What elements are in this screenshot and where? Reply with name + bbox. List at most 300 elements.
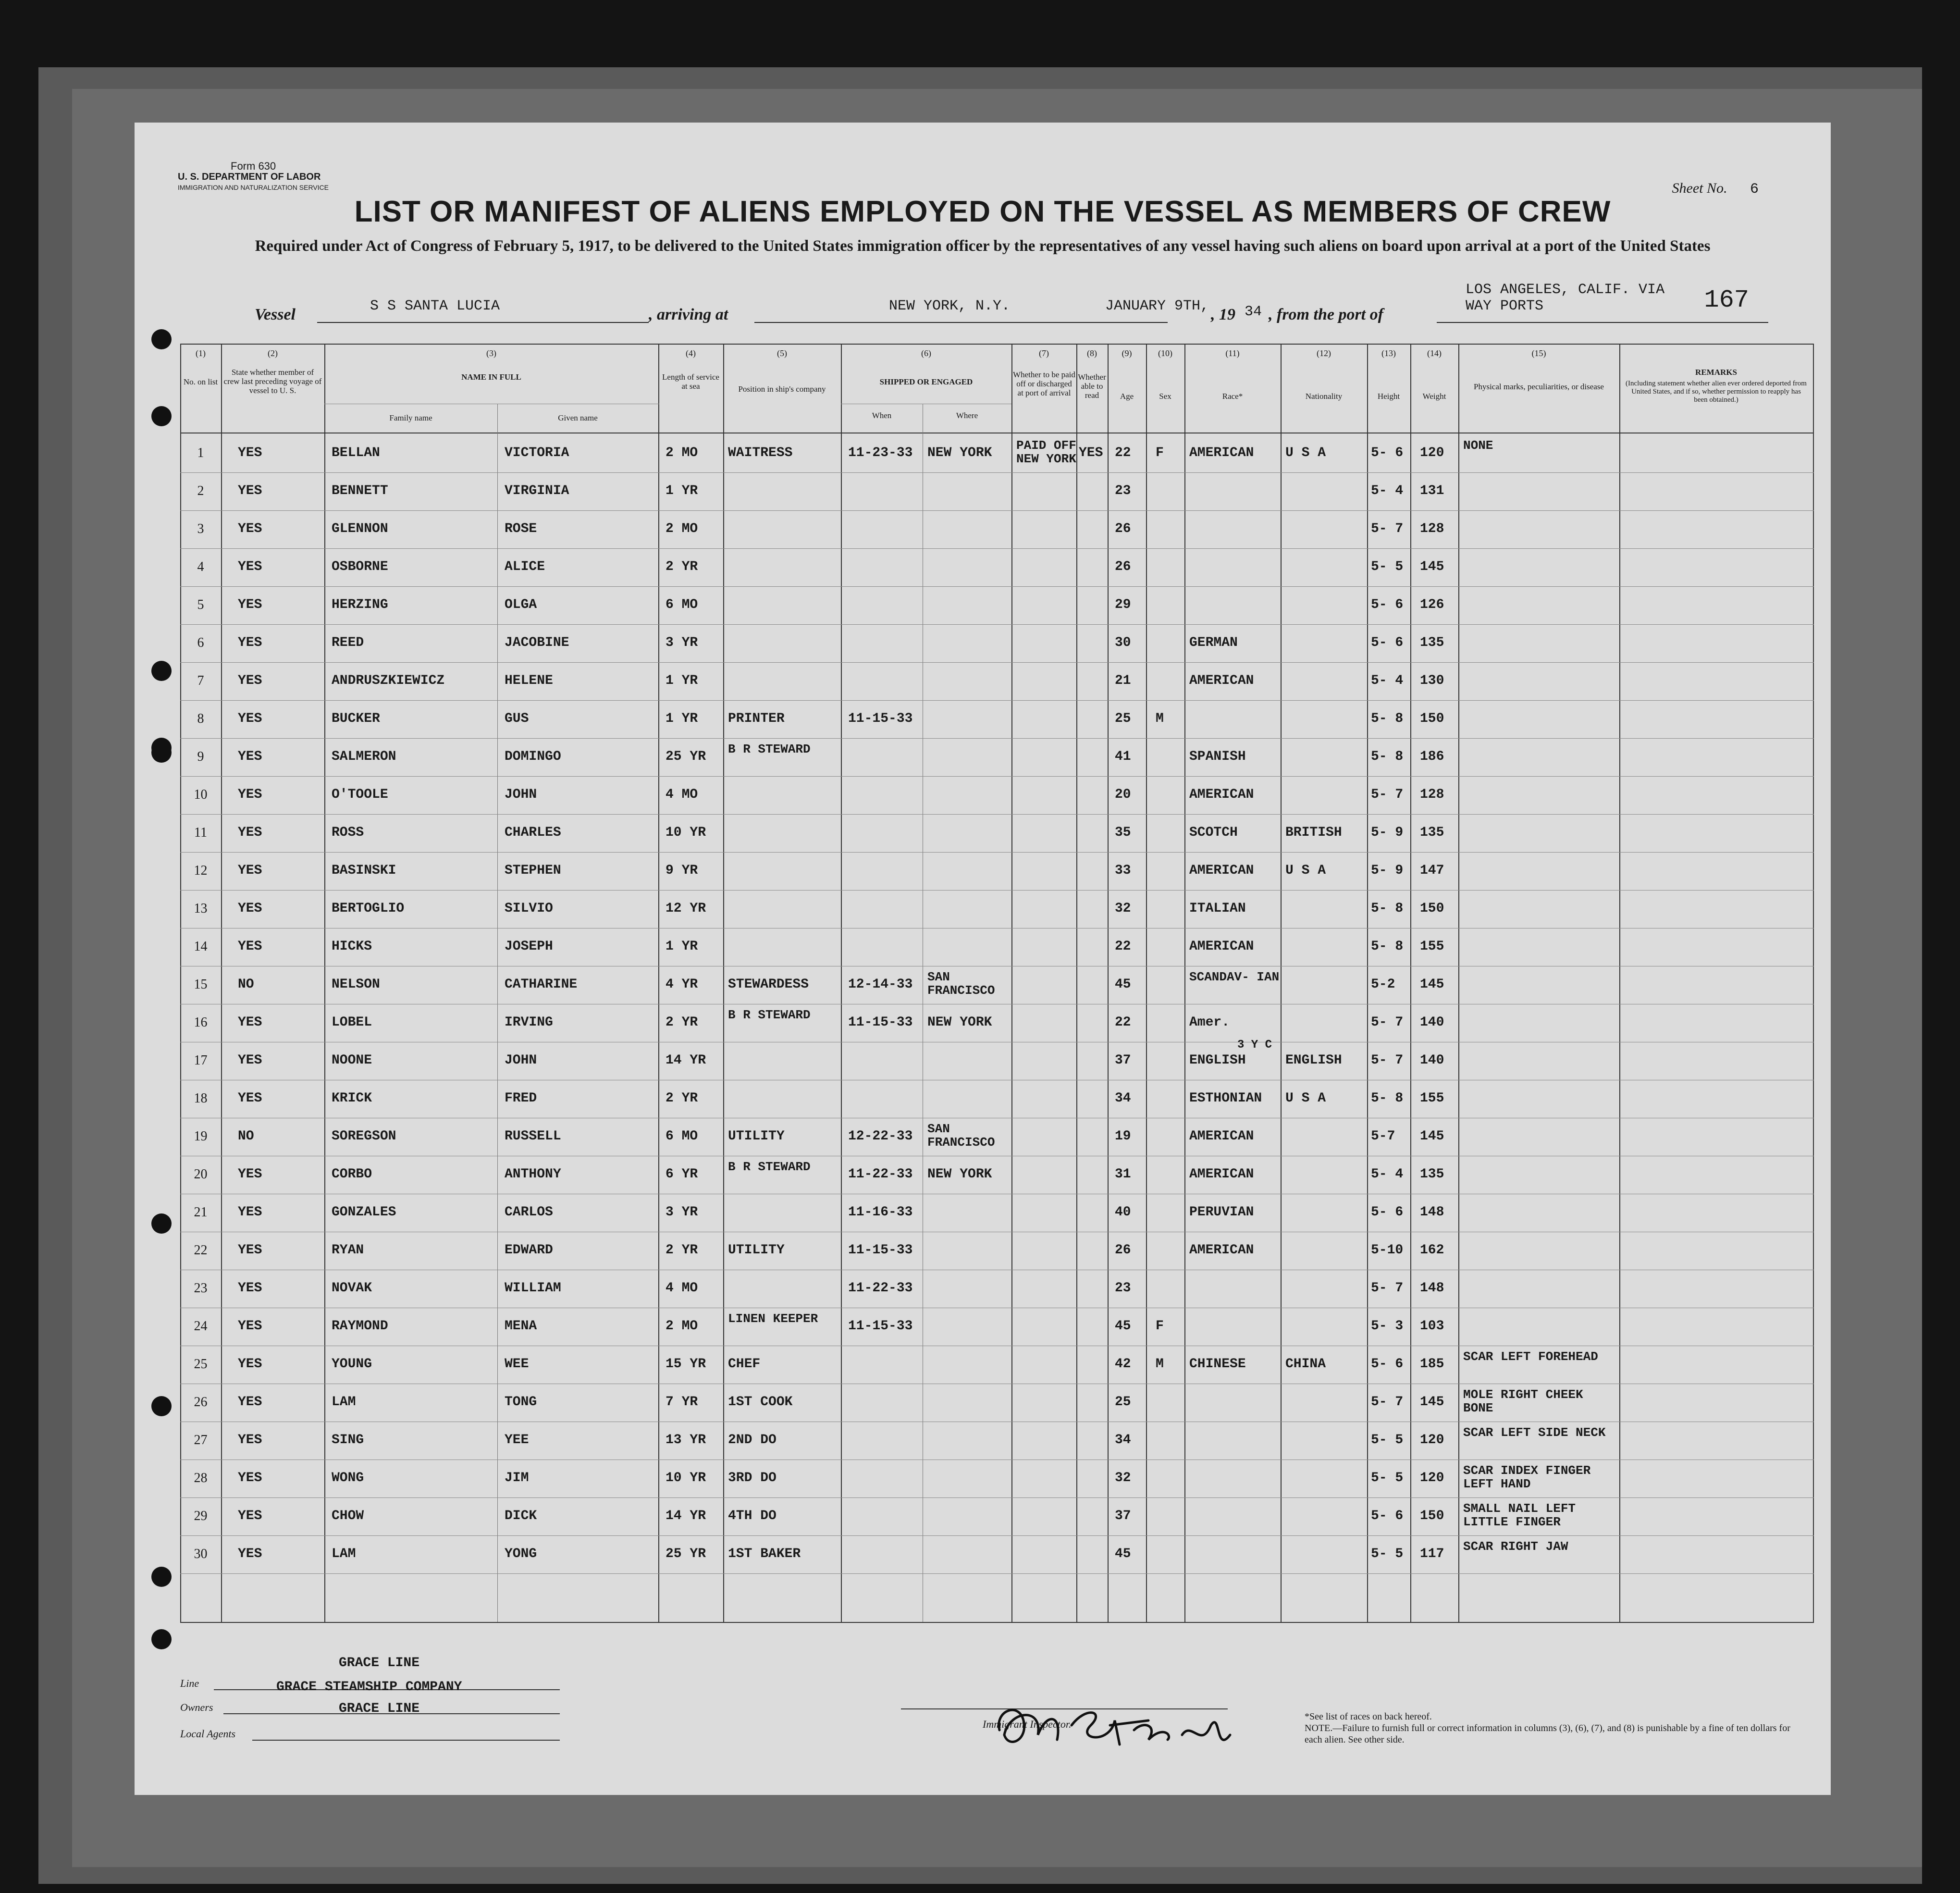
cell-height: 5- 8 — [1371, 711, 1404, 726]
cell-height: 5- 6 — [1371, 597, 1404, 612]
vessel-rule — [317, 322, 649, 323]
cell-age: 32 — [1115, 1471, 1131, 1485]
cell-height: 5- 7 — [1371, 521, 1404, 536]
cell-family: HERZING — [332, 597, 388, 612]
cell-race: AMERICAN — [1189, 787, 1254, 802]
cell-age: 25 — [1115, 1395, 1131, 1410]
cell-given: VIRGINIA — [505, 483, 569, 498]
cell-prev: YES — [238, 1053, 262, 1068]
table-row — [180, 891, 1814, 928]
cell-prev: YES — [238, 787, 262, 802]
line-value: GRACE LINE — [339, 1656, 420, 1670]
col-head-6-where: Where — [956, 411, 978, 420]
cell-position: PRINTER — [728, 711, 785, 726]
punch-hole — [151, 1567, 172, 1587]
cell-no: 14 — [194, 939, 208, 954]
col-head-5: Position in ship's company — [738, 384, 826, 394]
cell-weight: 145 — [1420, 1129, 1444, 1144]
col-head-11: Race* — [1222, 392, 1243, 401]
cell-age: 30 — [1115, 635, 1131, 650]
arriving-port: NEW YORK, N.Y. — [889, 298, 1011, 314]
cell-no: 23 — [194, 1281, 208, 1296]
cell-nationality: CHINA — [1285, 1357, 1326, 1372]
cell-height: 5-10 — [1371, 1243, 1404, 1258]
cell-height: 5- 8 — [1371, 749, 1404, 764]
cell-weight: 128 — [1420, 787, 1444, 802]
table-row — [180, 815, 1814, 853]
cell-height: 5- 6 — [1371, 445, 1404, 460]
cell-prev: YES — [238, 825, 262, 840]
col-num-14: (14) — [1427, 348, 1442, 358]
cell-height: 5- 7 — [1371, 1395, 1404, 1410]
cell-no: 17 — [194, 1053, 208, 1068]
cell-no: 19 — [194, 1129, 208, 1144]
cell-given: STEPHEN — [505, 863, 561, 878]
cell-position: B R STEWARD — [728, 742, 811, 756]
cell-no: 1 — [197, 445, 204, 460]
cell-race: AMERICAN — [1189, 1129, 1254, 1144]
cell-no: 22 — [194, 1243, 208, 1258]
from-rule — [1437, 322, 1768, 323]
cell-family: ROSS — [332, 825, 364, 840]
cell-age: 20 — [1115, 787, 1131, 802]
table-row — [180, 1308, 1814, 1346]
cell-position: UTILITY — [728, 1129, 785, 1144]
cell-marks: SMALL NAIL LEFT LITTLE FINGER — [1463, 1501, 1576, 1529]
page-title: LIST OR MANIFEST OF ALIENS EMPLOYED ON THE VESSEL AS MEMBERS OF CREW — [354, 195, 1611, 228]
cell-service: 3 YR — [666, 635, 698, 650]
cell-service: 6 MO — [666, 1129, 698, 1144]
table-row — [180, 511, 1814, 549]
cell-race: AMERICAN — [1189, 445, 1254, 460]
cell-family: WONG — [332, 1471, 364, 1485]
cell-age: 31 — [1115, 1167, 1131, 1182]
cell-given: IRVING — [505, 1015, 553, 1030]
cell-height: 5- 5 — [1371, 559, 1404, 574]
arriving-rule — [754, 322, 1168, 323]
cell-position: 2ND DO — [728, 1433, 777, 1448]
cell-service: 4 MO — [666, 787, 698, 802]
cell-prev: YES — [238, 521, 262, 536]
col-head-14: Weight — [1422, 392, 1446, 401]
cell-service: 14 YR — [666, 1509, 706, 1523]
cell-age: 26 — [1115, 559, 1131, 574]
cell-no: 25 — [194, 1357, 208, 1372]
cell-weight: 135 — [1420, 635, 1444, 650]
cell-position: WAITRESS — [728, 445, 793, 460]
penalty-note: NOTE.—Failure to furnish full or correct information in columns (3), (6), (7), and (8) is punishable by a fine of ten dollars for each alien. See other side. — [1305, 1723, 1790, 1745]
cell-age: 26 — [1115, 521, 1131, 536]
cell-prev: YES — [238, 1015, 262, 1030]
cell-no: 30 — [194, 1547, 208, 1561]
cell-when: 11-22-33 — [848, 1167, 913, 1182]
cell-prev: YES — [238, 1395, 262, 1410]
cell-service: 15 YR — [666, 1357, 706, 1372]
col-num-6: (6) — [921, 348, 931, 358]
table-row — [180, 1118, 1814, 1156]
cell-weight: 126 — [1420, 597, 1444, 612]
cell-prev: YES — [238, 711, 262, 726]
cell-family: GONZALES — [332, 1205, 396, 1220]
table-row — [180, 928, 1814, 966]
cell-prev: YES — [238, 1433, 262, 1448]
table-row — [180, 1460, 1814, 1498]
col-num-1: (1) — [196, 348, 206, 358]
col-num-12: (12) — [1317, 348, 1331, 358]
cell-given: JIM — [505, 1471, 529, 1485]
cell-given: ALICE — [505, 559, 545, 574]
cell-prev: NO — [238, 977, 254, 992]
cell-height: 5- 8 — [1371, 901, 1404, 916]
cell-age: 42 — [1115, 1357, 1131, 1372]
col-head-15: Physical marks, peculiarities, or disease — [1474, 382, 1604, 391]
cell-race: AMERICAN — [1189, 673, 1254, 688]
cell-weight: 120 — [1420, 445, 1444, 460]
cell-where: NEW YORK — [927, 1015, 992, 1030]
cell-height: 5- 6 — [1371, 1509, 1404, 1523]
cell-family: RYAN — [332, 1243, 364, 1258]
cell-weight: 145 — [1420, 1395, 1444, 1410]
cell-race: Amer. — [1189, 1015, 1230, 1030]
cell-prev: YES — [238, 1281, 262, 1296]
col-num-11: (11) — [1225, 348, 1240, 358]
cell-prev: YES — [238, 1357, 262, 1372]
col-head-3: NAME IN FULL — [461, 372, 521, 382]
table-row — [180, 1384, 1814, 1422]
table-row — [180, 853, 1814, 891]
cell-height: 5- 7 — [1371, 1053, 1404, 1068]
cell-weight: 135 — [1420, 825, 1444, 840]
cell-age: 32 — [1115, 901, 1131, 916]
manifest-sheet — [135, 123, 1831, 1795]
cell-weight: 162 — [1420, 1243, 1444, 1258]
cell-race: AMERICAN — [1189, 863, 1254, 878]
cell-weight: 148 — [1420, 1205, 1444, 1220]
cell-height: 5-2 — [1371, 977, 1395, 992]
cell-race: AMERICAN — [1189, 939, 1254, 954]
sheet-label: Sheet No. — [1672, 180, 1727, 196]
cell-sex: M — [1156, 1357, 1164, 1372]
owners-value: GRACE STEAMSHIP COMPANY — [276, 1680, 462, 1695]
cell-weight: 135 — [1420, 1167, 1444, 1182]
cell-race: GERMAN — [1189, 635, 1238, 650]
cell-when: 12-14-33 — [848, 977, 913, 992]
cell-no: 24 — [194, 1319, 208, 1334]
cell-no: 13 — [194, 901, 208, 916]
cell-weight: 150 — [1420, 1509, 1444, 1523]
cell-family: RAYMOND — [332, 1319, 388, 1334]
cell-marks: SCAR RIGHT JAW — [1463, 1539, 1568, 1554]
cell-given: GUS — [505, 711, 529, 726]
col-num-10: (10) — [1158, 348, 1172, 358]
cell-family: YOUNG — [332, 1357, 372, 1372]
cell-given: RUSSELL — [505, 1129, 561, 1144]
table-row — [180, 587, 1814, 625]
table-row — [180, 1270, 1814, 1308]
cell-weight: 140 — [1420, 1053, 1444, 1068]
owners-value-2: GRACE LINE — [339, 1701, 420, 1716]
cell-service: 2 MO — [666, 1319, 698, 1334]
cell-no: 29 — [194, 1509, 208, 1523]
cell-height: 5- 4 — [1371, 1167, 1404, 1182]
cell-family: NOONE — [332, 1053, 372, 1068]
cell-weight: 120 — [1420, 1471, 1444, 1485]
cell-height: 5- 7 — [1371, 1015, 1404, 1030]
cell-marks: SCAR LEFT SIDE NECK — [1463, 1425, 1606, 1440]
cell-weight: 145 — [1420, 559, 1444, 574]
col-head-3-family: Family name — [389, 413, 432, 422]
table-row — [180, 625, 1814, 663]
cell-service: 14 YR — [666, 1053, 706, 1068]
cell-prev: YES — [238, 483, 262, 498]
cell-prev: YES — [238, 939, 262, 954]
cell-service: 1 YR — [666, 483, 698, 498]
cell-age: 21 — [1115, 673, 1131, 688]
cell-prev: YES — [238, 1167, 262, 1182]
cell-service: 2 YR — [666, 1243, 698, 1258]
cell-race: ENGLISH — [1189, 1053, 1246, 1068]
cell-age: 23 — [1115, 483, 1131, 498]
cell-position: STEWARDESS — [728, 977, 809, 992]
cell-age: 23 — [1115, 1281, 1131, 1296]
cell-nationality: U S A — [1285, 445, 1326, 460]
cell-no: 8 — [197, 711, 204, 726]
cell-race: SCANDAV- IAN — [1189, 970, 1280, 984]
arrival-year: 34 — [1245, 304, 1262, 320]
col-head-6: SHIPPED OR ENGAGED — [879, 377, 973, 386]
cell-age: 37 — [1115, 1509, 1131, 1523]
cell-no: 5 — [197, 597, 204, 612]
cell-family: ANDRUSZKIEWICZ — [332, 673, 445, 688]
table-row — [180, 777, 1814, 815]
cell-age: 45 — [1115, 1547, 1131, 1561]
cell-service: 1 YR — [666, 939, 698, 954]
cell-family: CHOW — [332, 1509, 364, 1523]
line-label: Line — [180, 1677, 199, 1689]
cell-read: YES — [1079, 445, 1103, 460]
col-num-5: (5) — [777, 348, 787, 358]
cell-paid: PAID OFF NEW YORK — [1016, 438, 1076, 466]
footnotes — [1305, 1711, 1804, 1745]
cell-age: 22 — [1115, 1015, 1131, 1030]
cell-family: BERTOGLIO — [332, 901, 405, 916]
cell-prev: YES — [238, 1205, 262, 1220]
cell-service: 1 YR — [666, 711, 698, 726]
cell-when: 11-23-33 — [848, 445, 913, 460]
cell-where: SAN FRANCISCO — [927, 1122, 995, 1150]
cell-service: 2 YR — [666, 1091, 698, 1106]
cell-prev: NO — [238, 1129, 254, 1144]
cell-weight: 148 — [1420, 1281, 1444, 1296]
cell-service: 25 YR — [666, 749, 706, 764]
col-head-1: No. on list — [183, 377, 218, 386]
cell-height: 5- 6 — [1371, 1357, 1404, 1372]
cell-given: WEE — [505, 1357, 529, 1372]
cell-marks: NONE — [1463, 438, 1493, 453]
cell-height: 5- 6 — [1371, 1205, 1404, 1220]
cell-weight: 128 — [1420, 521, 1444, 536]
cell-no: 2 — [197, 483, 204, 498]
page-subtitle: Required under Act of Congress of February 5, 1917, to be delivered to the United States immigration officer by the representatives of any vessel having such aliens on board upon arrival at a port of the United States — [255, 237, 1711, 255]
cell-service: 4 MO — [666, 1281, 698, 1296]
cell-where: NEW YORK — [927, 1167, 992, 1182]
table-row — [180, 966, 1814, 1004]
cell-family: O'TOOLE — [332, 787, 388, 802]
cell-weight: 185 — [1420, 1357, 1444, 1372]
table-row — [180, 1156, 1814, 1194]
cell-service: 25 YR — [666, 1547, 706, 1561]
cell-when: 11-15-33 — [848, 711, 913, 726]
cell-family: BUCKER — [332, 711, 380, 726]
cell-no: 6 — [197, 635, 204, 650]
cell-prev: YES — [238, 559, 262, 574]
cell-position: B R STEWARD — [728, 1160, 811, 1174]
cell-weight: 117 — [1420, 1547, 1444, 1561]
cell-given: DICK — [505, 1509, 537, 1523]
table-row — [180, 1004, 1814, 1042]
sheet-value: 6 — [1750, 181, 1759, 198]
cell-weight: 155 — [1420, 1091, 1444, 1106]
table-row — [180, 1039, 1814, 1080]
form-header — [178, 161, 329, 193]
cell-sex: M — [1156, 711, 1164, 726]
cell-given: WILLIAM — [505, 1281, 561, 1296]
cell-prev: YES — [238, 1471, 262, 1485]
cell-family: SALMERON — [332, 749, 396, 764]
cell-when: 11-15-33 — [848, 1015, 913, 1030]
cell-service: 6 YR — [666, 1167, 698, 1182]
cell-position: 1ST BAKER — [728, 1547, 801, 1561]
cell-position: UTILITY — [728, 1243, 785, 1258]
cell-given: VICTORIA — [505, 445, 569, 460]
col-head-remarks-note: (Including statement whether alien ever ordered deported from United States, and if so, whether permission to reapply has been obtained.) — [1626, 380, 1807, 404]
cell-service: 10 YR — [666, 1471, 706, 1485]
table-bottom-rule — [180, 1622, 1814, 1623]
cell-height: 5- 5 — [1371, 1471, 1404, 1485]
cell-weight: 147 — [1420, 863, 1444, 878]
cell-marks: MOLE RIGHT CHEEK BONE — [1463, 1387, 1583, 1415]
cell-family: LOBEL — [332, 1015, 372, 1030]
cell-no: 18 — [194, 1091, 208, 1106]
cell-when: 11-15-33 — [848, 1319, 913, 1334]
cell-where: SAN FRANCISCO — [927, 970, 995, 998]
cell-age: 19 — [1115, 1129, 1131, 1144]
table-row — [180, 1232, 1814, 1270]
cell-service: 13 YR — [666, 1433, 706, 1448]
punch-hole — [151, 1629, 172, 1649]
cell-no: 4 — [197, 559, 204, 574]
cell-marks: SCAR LEFT FOREHEAD — [1463, 1349, 1598, 1364]
cell-age: 35 — [1115, 825, 1131, 840]
cell-prev: YES — [238, 1243, 262, 1258]
from-label: , from the port of — [1269, 306, 1383, 323]
cell-service: 4 YR — [666, 977, 698, 992]
cell-given: YONG — [505, 1547, 537, 1561]
cell-given: ANTHONY — [505, 1167, 561, 1182]
agents-label: Local Agents — [180, 1728, 236, 1740]
cell-no: 16 — [194, 1015, 208, 1030]
arriving-label: , arriving at — [649, 306, 728, 323]
cell-age: 34 — [1115, 1091, 1131, 1106]
cell-race: ESTHONIAN — [1189, 1091, 1262, 1106]
cell-family: BASINSKI — [332, 863, 396, 878]
cell-marks: SCAR INDEX FINGER LEFT HAND — [1463, 1463, 1591, 1491]
cell-given: SILVIO — [505, 901, 553, 916]
cell-age: 33 — [1115, 863, 1131, 878]
cell-age: 41 — [1115, 749, 1131, 764]
cell-service: 2 MO — [666, 521, 698, 536]
cell-nationality: ENGLISH — [1285, 1053, 1342, 1068]
cell-age: 26 — [1115, 1243, 1131, 1258]
cell-weight: 130 — [1420, 673, 1444, 688]
cell-no: 7 — [197, 673, 204, 688]
col-num-8: (8) — [1087, 348, 1097, 358]
cell-position: B R STEWARD — [728, 1008, 811, 1022]
cell-service: 12 YR — [666, 901, 706, 916]
punch-hole — [151, 406, 172, 426]
cell-height: 5- 4 — [1371, 483, 1404, 498]
cell-height: 5- 9 — [1371, 863, 1404, 878]
cell-height: 5- 7 — [1371, 1281, 1404, 1296]
cell-no: 20 — [194, 1167, 208, 1182]
cell-no: 21 — [194, 1205, 208, 1220]
cell-no: 9 — [197, 749, 204, 764]
inspector-label: Immigrant Inspector. — [983, 1718, 1072, 1730]
cell-prev: YES — [238, 749, 262, 764]
vessel-name: S S SANTA LUCIA — [370, 298, 500, 314]
cell-race: AMERICAN — [1189, 1167, 1254, 1182]
cell-weight: 140 — [1420, 1015, 1444, 1030]
cell-age: 45 — [1115, 1319, 1131, 1334]
cell-sex: F — [1156, 1319, 1164, 1334]
table-row — [180, 435, 1814, 473]
cell-given: JOSEPH — [505, 939, 553, 954]
cell-race: PERUVIAN — [1189, 1205, 1254, 1220]
cell-service: 2 MO — [666, 445, 698, 460]
cell-family: BELLAN — [332, 445, 380, 460]
cell-sex: F — [1156, 445, 1164, 460]
cell-given: EDWARD — [505, 1243, 553, 1258]
cell-given: HELENE — [505, 673, 553, 688]
cell-given: CARLOS — [505, 1205, 553, 1220]
cell-age: 22 — [1115, 445, 1131, 460]
col-num-4: (4) — [686, 348, 696, 358]
cell-height: 5- 5 — [1371, 1547, 1404, 1561]
cell-given: MENA — [505, 1319, 537, 1334]
cell-prev: YES — [238, 863, 262, 878]
table-row — [180, 473, 1814, 511]
col-num-3: (3) — [486, 348, 496, 358]
cell-height: 5- 7 — [1371, 787, 1404, 802]
col-head-12: Nationality — [1305, 392, 1343, 401]
cell-note: 3 Y C — [1237, 1039, 1272, 1052]
cell-weight: 131 — [1420, 483, 1444, 498]
vessel-label: Vessel — [255, 306, 296, 323]
inspector-signature — [990, 1692, 1240, 1761]
cell-service: 6 MO — [666, 597, 698, 612]
cell-given: JACOBINE — [505, 635, 569, 650]
cell-when: 11-16-33 — [848, 1205, 913, 1220]
cell-nationality: U S A — [1285, 863, 1326, 878]
table-row — [180, 1498, 1814, 1536]
cell-no: 10 — [194, 787, 208, 802]
cell-weight: 186 — [1420, 749, 1444, 764]
cell-position: LINEN KEEPER — [728, 1311, 818, 1326]
cell-family: NOVAK — [332, 1281, 372, 1296]
vessel-line — [255, 282, 1696, 327]
cell-age: 29 — [1115, 597, 1131, 612]
cell-prev: YES — [238, 635, 262, 650]
